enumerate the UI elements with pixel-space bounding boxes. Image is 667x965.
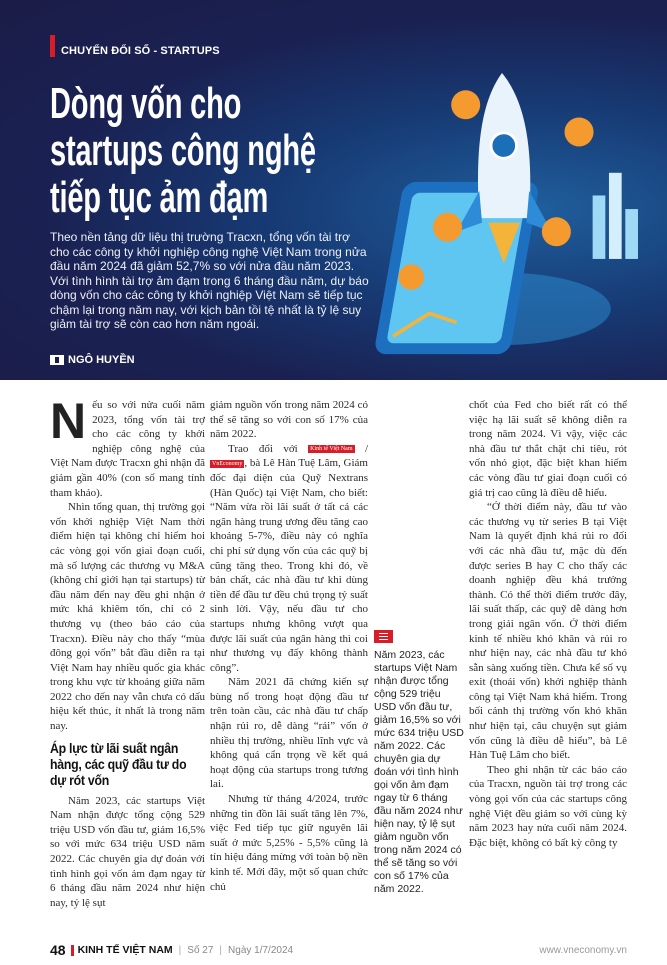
paragraph: “Ở thời điểm này, đầu tư vào các thương vụ từ series B tại Việt Nam là quyết định khá rủi ro đối với các nhà đầu tư, mặc dù đến được series B hay C cho thấy các doanh nghiệp đều khá trưởng thành. Có thể thời điểm trước đây, lãi suất thấp, các quỹ dễ dàng hơn trong giải ngân vốn. Ở thời điểm kinh tế nhiều khó khăn và rủi ro như hiện nay, các nhà đầu tư khó sẵn sàng xuống tiền. Chưa kể số vụ exit (thoái vốn) khởi nghiệp thành công tại Việt Nam khá hiếm. Trong bối cảnh thị trường vốn khó khăn như hiện tại, câu chuyện sụt giảm vốn cũng là điều dễ hiểu”, bà Lê Hàn Tuệ Lâm cho biết. xyxy=(469,501,627,762)
rocket-illustration xyxy=(375,20,667,380)
paragraph: chốt của Fed cho biết rất có thể việc hạ lãi suất sẽ không diễn ra trong năm 2024. Vì vậy, việc các nhà đầu tư thắt chặt chi tiêu, rót vốn nhỏ giọt, đặc biệt khan hiếm các vòng đầu tư giai đoạn cuối có giá trị cao cũng là điều dễ hiểu. xyxy=(469,399,627,499)
magazine-name: KINH TẾ VIỆT NAM xyxy=(77,944,173,956)
hero-banner xyxy=(0,0,667,380)
website-url: www.vneconomy.vn xyxy=(539,944,627,956)
article-column-4 xyxy=(469,398,627,850)
article-column-1 xyxy=(50,393,205,910)
page-number: 48 xyxy=(50,942,66,958)
footer-marker xyxy=(71,945,74,956)
article-title: Dòng vốn cho startups công nghệ tiếp tục ảm đạm xyxy=(50,79,316,222)
vneconomy-logo: VnEconomy xyxy=(212,460,243,467)
article-lead: Theo nền tảng dữ liệu thị trường Tracxn, tổng vốn tài trợ cho các công ty khởi nghiệp công nghệ Việt Nam trong nửa đầu năm 2024 đã giảm 52,7% so với nửa đầu năm 2023. Với tình hình tài trợ ảm đạm trong 6 tháng đầu năm, dự báo dòng vốn cho các công ty khởi nghiệp Việt Nam sẽ tiếp tục chậm lại trong năm nay, với kịch bản tồi tệ nhất là tỷ lệ suy giảm tài trợ sẽ còn cao hơn năm ngoái. xyxy=(50,230,369,331)
kinh-te-logo: Kinh tế Việt Nam xyxy=(310,446,353,453)
subheading: Áp lực từ lãi suất ngân hàng, các quỹ đầu tư do dự rót vốn xyxy=(50,739,187,788)
paragraph: Năm 2023, các startups Việt Nam nhận được tổng cộng 529 triệu USD vốn đầu tư, giảm 16,5% so với mức 634 triệu USD năm 2022. Các chuyên gia dự đoán với tình hình gọi vốn ảm đạm ngay từ 6 tháng đầu năm 2024 như hiện nay, tỷ lệ sụt xyxy=(50,794,205,909)
drop-cap: N xyxy=(50,393,87,449)
paragraph: Năm 2021 đã chứng kiến sự bùng nổ trong hoạt động đầu tư trên toàn cầu, các nhà đầu tư chấp nhận rủi ro, dễ dàng “rải” vốn ở nhiều thị trường, nhiều lĩnh vực và không quá cẩn trọng về kết quả hoạt động của startups trong tương lai. xyxy=(210,676,368,791)
paragraph: giảm nguồn vốn trong năm 2024 có thể sẽ tăng so với con số 17% của năm 2022. xyxy=(210,399,368,441)
side-note xyxy=(374,630,464,896)
document-icon xyxy=(374,630,393,643)
section-marker xyxy=(50,35,55,57)
author-name: NGÔ HUYỀN xyxy=(68,354,135,366)
issue-number: Số 27 xyxy=(187,944,214,956)
side-note-text: Năm 2023, các startups Việt Nam nhận được tổng cộng 529 triệu USD vốn đầu tư, giảm 16,5% so với mức 634 triệu USD năm 2022. Các chuyên gia dự đoán với tình hình gọi vốn ảm đạm ngay từ 6 tháng đầu năm 2024 như hiện nay, tỷ lệ sụt giảm nguồn vốn trong năm 2024 có thể sẽ tăng so với con số 17% của năm 2022. xyxy=(374,649,464,895)
paragraph: Nhưng từ tháng 4/2024, trước những tin đồn lãi suất tăng lên 7%, việc Fed tiếp tục giữ nguyên lãi suất ở mức 5,25% - 5,5% cũng là tín hiệu đáng mừng với toàn bộ nền kinh tế. Mới đây, một số quan chức chủ xyxy=(210,793,368,893)
pen-icon xyxy=(50,355,64,365)
section-label: CHUYỂN ĐỔI SỐ - STARTUPS xyxy=(61,45,220,57)
author-byline xyxy=(50,354,135,366)
paragraph: Theo ghi nhận từ các báo cáo của Tracxn, nguồn tài trợ trong các vòng gọi vốn của các startups công nghệ Việt đều giảm so với cùng kỳ năm 2023 hay nửa cuối năm 2024. Đặc biệt, không có bất kỳ công ty xyxy=(469,763,627,849)
issue-date: Ngày 1/7/2024 xyxy=(228,944,294,956)
article-column-2 xyxy=(210,398,368,894)
paragraph: Nếu so với nửa cuối năm 2023, tổng vốn tài trợ cho các công ty khởi nghiệp công nghệ của Việt Nam được Tracxn ghi nhận đã giảm gần 40% (con số mang tính tham khảo). xyxy=(50,393,205,499)
paragraph: Nhìn tổng quan, thị trường gọi vốn khởi nghiệp Việt Nam thời điểm hiện tại không chỉ hiếm hoi các vòng gọi vốn giai đoạn cuối, mà số lượng các thương vụ M&A (không chỉ giới hạn tại startups) từ đầu năm đến nay đều ghi nhận ở mức khá khiêm tốn, chỉ có 2 thương vụ (theo báo cáo của Tracxn). Điều này cho thấy “mùa đông gọi vốn” bắt đầu diễn ra tại Việt Nam hay nhiều quốc gia khác trong khu vực từ khoảng giữa năm 2022 cho đến nay vẫn chưa có dấu hiệu kết thúc, ít nhất là trong năm nay. xyxy=(50,501,205,733)
page-footer: 48 KINH TẾ VIỆT NAM | Số 27 | Ngày 1/7/2024 www.vneconomy.vn xyxy=(50,942,627,958)
paragraph: Trao đổi với Kinh tế Việt Nam / VnEconomy , bà Lê Hàn Tuệ Lâm, Giám đốc đại diện của Quỹ Nextrans (Hàn Quốc) tại Việt Nam, cho biết: “Năm vừa rồi lãi suất ở tất cả các ngân hàng trung ương đều tăng cao khoảng 5-7%, điều này có nghĩa chi phí sử dụng vốn của các quỹ bị cũng tăng theo. Trong khi đó, về bản chất, các nhà đầu tư khi dùng tiền để đầu tư đều chú trọng tỷ suất sinh lời. Vậy, nếu đầu tư cho startups nhưng không vượt qua được lãi suất của ngân hàng thì coi như thương vụ đấy không thành công”. xyxy=(210,442,369,674)
